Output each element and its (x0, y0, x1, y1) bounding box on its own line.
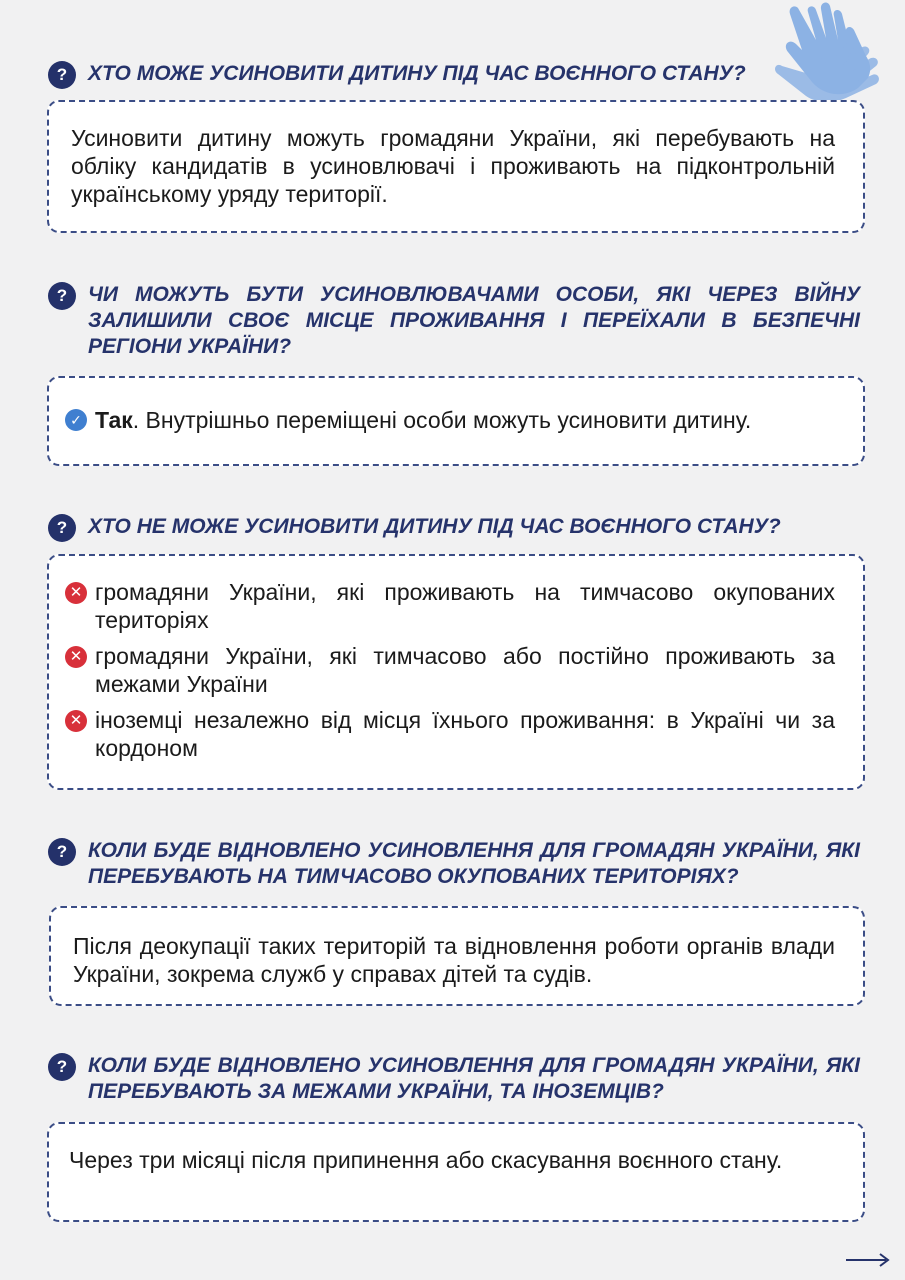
arrow-right-icon[interactable] (846, 1252, 892, 1268)
question-heading (48, 1053, 860, 1105)
check-circle-icon: ✓ (65, 409, 87, 431)
answer-card (47, 554, 865, 790)
question-heading (48, 514, 860, 542)
answer-text: . Внутрішньо переміщені особи можуть усиновити дитину. (132, 407, 752, 433)
question-circle-icon: ? (48, 514, 76, 542)
answer-yes: Так (95, 407, 133, 433)
answer-card (47, 376, 865, 466)
question-circle-icon: ? (48, 1053, 76, 1081)
question-text: ХТО МОЖЕ УСИНОВИТИ ДИТИНУ ПІД ЧАС ВОЄННОГО СТАНУ? (88, 62, 746, 85)
question-text: КОЛИ БУДЕ ВІДНОВЛЕНО УСИНОВЛЕННЯ ДЛЯ ГРОМАДЯН УКРАЇНИ, ЯКІ ПЕРЕБУВАЮТЬ НА ТИМЧАСОВО ОКУПОВАНИХ ТЕРИТОРІЯХ? (88, 839, 860, 888)
question-text: ХТО НЕ МОЖЕ УСИНОВИТИ ДИТИНУ ПІД ЧАС ВОЄННОГО СТАНУ? (88, 515, 781, 538)
question-circle-icon: ? (48, 282, 76, 310)
x-circle-icon: ✕ (65, 582, 87, 604)
list-item: ✕ громадяни України, які тимчасово або постійно проживають за межами України (65, 642, 835, 698)
question-circle-icon: ? (48, 61, 76, 89)
question-heading (48, 282, 860, 360)
list-item: ✕ іноземці незалежно від місця їхнього проживання: в Україні чи за кордоном (65, 706, 835, 762)
list-item: ✕ громадяни України, які проживають на тимчасово окупованих територіях (65, 578, 835, 634)
question-circle-icon: ? (48, 838, 76, 866)
question-heading (48, 838, 860, 890)
answer-card (47, 100, 865, 233)
x-circle-icon: ✕ (65, 710, 87, 732)
answer-text: Усиновити дитину можуть громадяни України, які перебувають на обліку кандидатів в усиновлювачі і проживають на підконтрольній українському уряду території. (71, 125, 835, 207)
question-text: КОЛИ БУДЕ ВІДНОВЛЕНО УСИНОВЛЕННЯ ДЛЯ ГРОМАДЯН УКРАЇНИ, ЯКІ ПЕРЕБУВАЮТЬ ЗА МЕЖАМИ УКРАЇНИ, ТА ІНОЗЕМЦІВ? (88, 1054, 860, 1103)
answer-card (47, 1122, 865, 1222)
answer-text: Після деокупації таких територій та відновлення роботи органів влади України, зокрема служб у справах дітей та судів. (73, 933, 835, 987)
x-circle-icon: ✕ (65, 646, 87, 668)
question-text: ЧИ МОЖУТЬ БУТИ УСИНОВЛЮВАЧАМИ ОСОБИ, ЯКІ ЧЕРЕЗ ВІЙНУ ЗАЛИШИЛИ СВОЄ МІСЦЕ ПРОЖИВАННЯ І ПЕРЕЇХАЛИ В БЕЗПЕЧНІ РЕГІОНИ УКРАЇНИ? (88, 283, 860, 358)
answer-text: Через три місяці після припинення або скасування воєнного стану. (69, 1147, 783, 1173)
answer-card (49, 906, 865, 1006)
question-heading (48, 61, 860, 89)
